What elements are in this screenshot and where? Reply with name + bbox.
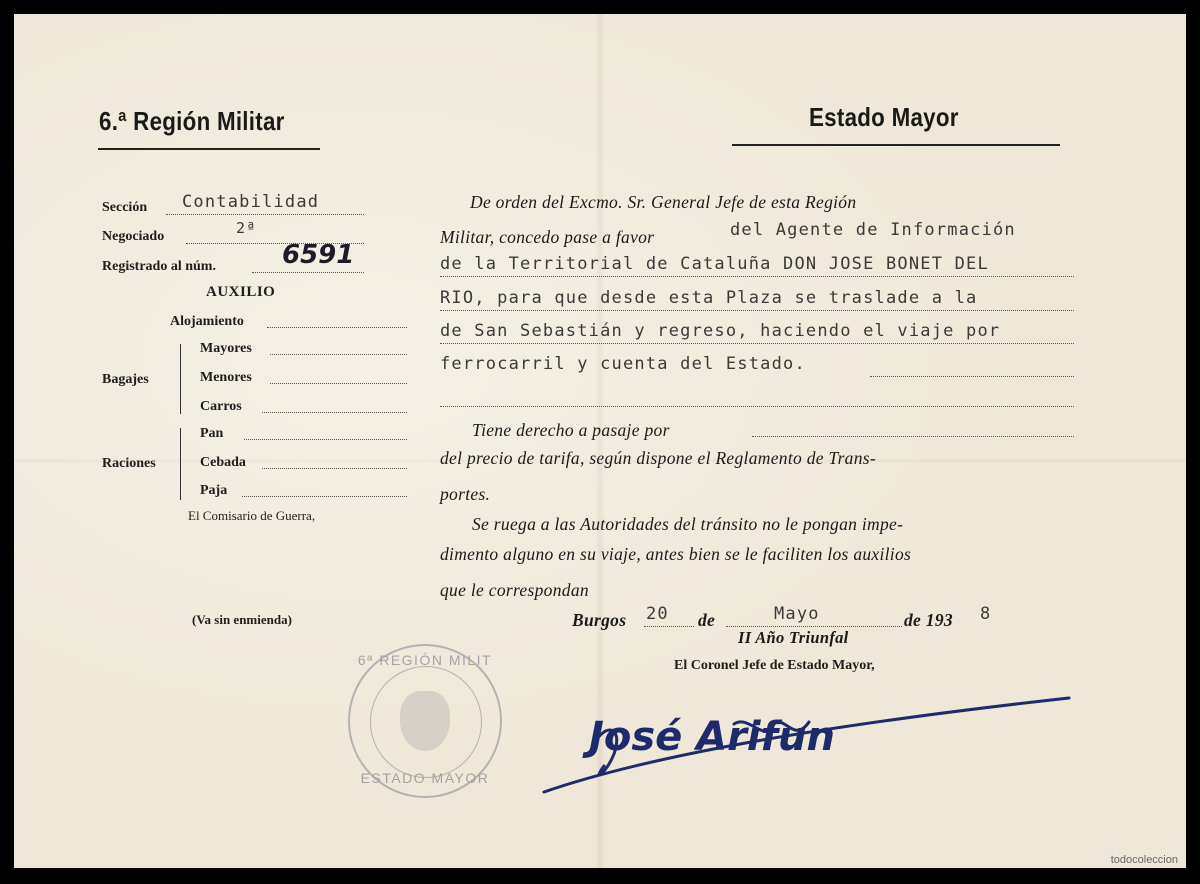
pasaje-line xyxy=(752,436,1074,437)
bagajes-brace xyxy=(180,344,181,414)
ruega-line-2: dimento alguno en su viaje, antes bien se le faciliten los auxilios xyxy=(440,544,912,564)
raciones-item-cebada: Cebada xyxy=(200,455,246,470)
date-day: 20 xyxy=(646,604,669,624)
body-line-6-typed: ferrocarril y cuenta del Estado. xyxy=(440,354,806,374)
watermark: todocoleccion xyxy=(1110,854,1178,866)
negociado-label: Negociado xyxy=(102,229,165,244)
mayores-line xyxy=(270,354,407,355)
raciones-item-pan: Pan xyxy=(200,426,224,441)
raciones-item-paja: Paja xyxy=(200,483,228,498)
enmienda-note: (Va sin enmienda) xyxy=(192,612,292,627)
left-title-rule xyxy=(98,148,320,150)
registrado-label: Registrado al núm. xyxy=(102,259,216,274)
body-line-4-typed: RIO, para que desde esta Plaza se traslade a la xyxy=(440,288,978,308)
bagajes-label: Bagajes xyxy=(102,372,149,387)
bagajes-item-mayores: Mayores xyxy=(200,341,252,356)
tarifa-text: del precio de tarifa, según dispone el Reglamento de Trans- xyxy=(440,448,877,468)
region-militar-title: 6.ª Región Militar xyxy=(99,106,285,136)
raciones-brace xyxy=(180,428,181,500)
body-line-5-rule xyxy=(440,343,1074,344)
comisario-label: El Comisario de Guerra, xyxy=(188,508,316,523)
date-de-year: de 193 xyxy=(904,610,953,630)
alojamiento-line xyxy=(267,327,407,328)
pasaje-text: Tiene derecho a pasaje por xyxy=(472,420,670,440)
right-title-rule xyxy=(732,144,1060,146)
body-line-3-typed: de la Territorial de Cataluña DON JOSE BONET DEL xyxy=(440,254,989,274)
alojamiento-label: Alojamiento xyxy=(170,314,244,329)
body-line-2-print: Militar, concedo pase a favor xyxy=(440,227,655,247)
body-line-5-typed: de San Sebastián y regreso, haciendo el viaje por xyxy=(440,321,1001,341)
auxilio-heading: AUXILIO xyxy=(206,284,276,300)
seccion-label: Sección xyxy=(102,200,148,215)
ruega-line-3: que le correspondan xyxy=(440,580,589,600)
signature: José Arifun xyxy=(589,714,835,760)
date-month: Mayo xyxy=(774,604,820,624)
body-line-4-rule xyxy=(440,310,1074,311)
bagajes-item-menores: Menores xyxy=(200,370,252,385)
date-city: Burgos xyxy=(572,610,627,630)
estado-mayor-stamp xyxy=(348,644,502,798)
paja-line xyxy=(242,496,407,497)
coronel-title: El Coronel Jefe de Estado Mayor, xyxy=(674,658,875,673)
seccion-value: Contabilidad xyxy=(182,192,320,212)
ruega-line-1: Se ruega a las Autoridades del tránsito no le pongan impe- xyxy=(472,514,904,534)
body-line-3-rule xyxy=(440,276,1074,277)
eagle-crest-icon xyxy=(400,691,450,751)
negociado-value: 2ª xyxy=(236,219,257,237)
menores-line xyxy=(270,383,407,384)
registrado-number: 6591 xyxy=(282,240,355,270)
date-year-digit: 8 xyxy=(980,604,992,624)
body-line-6-rule xyxy=(870,376,1074,377)
date-de-1: de xyxy=(698,610,716,630)
document-paper xyxy=(14,14,1186,868)
bagajes-item-carros: Carros xyxy=(200,399,242,414)
body-line-1: De orden del Excmo. Sr. General Jefe de esta Región xyxy=(470,192,857,212)
body-line-2-typed: del Agente de Información xyxy=(730,220,1016,240)
estado-mayor-title: Estado Mayor xyxy=(809,102,959,132)
portes-text: portes. xyxy=(440,484,491,504)
pan-line xyxy=(244,439,407,440)
raciones-label: Raciones xyxy=(102,456,156,471)
blank-line xyxy=(440,406,1074,407)
registrado-line xyxy=(252,272,364,273)
date-month-line xyxy=(726,626,902,627)
stamp-text-bottom: ESTADO MAYOR xyxy=(360,770,490,786)
date-day-line xyxy=(644,626,694,627)
carros-line xyxy=(262,412,407,413)
seccion-line xyxy=(166,214,364,215)
stamp-text-top: 6ª REGIÓN MILIT xyxy=(357,652,493,668)
cebada-line xyxy=(262,468,407,469)
ano-triunfal: II Año Triunfal xyxy=(738,628,849,647)
